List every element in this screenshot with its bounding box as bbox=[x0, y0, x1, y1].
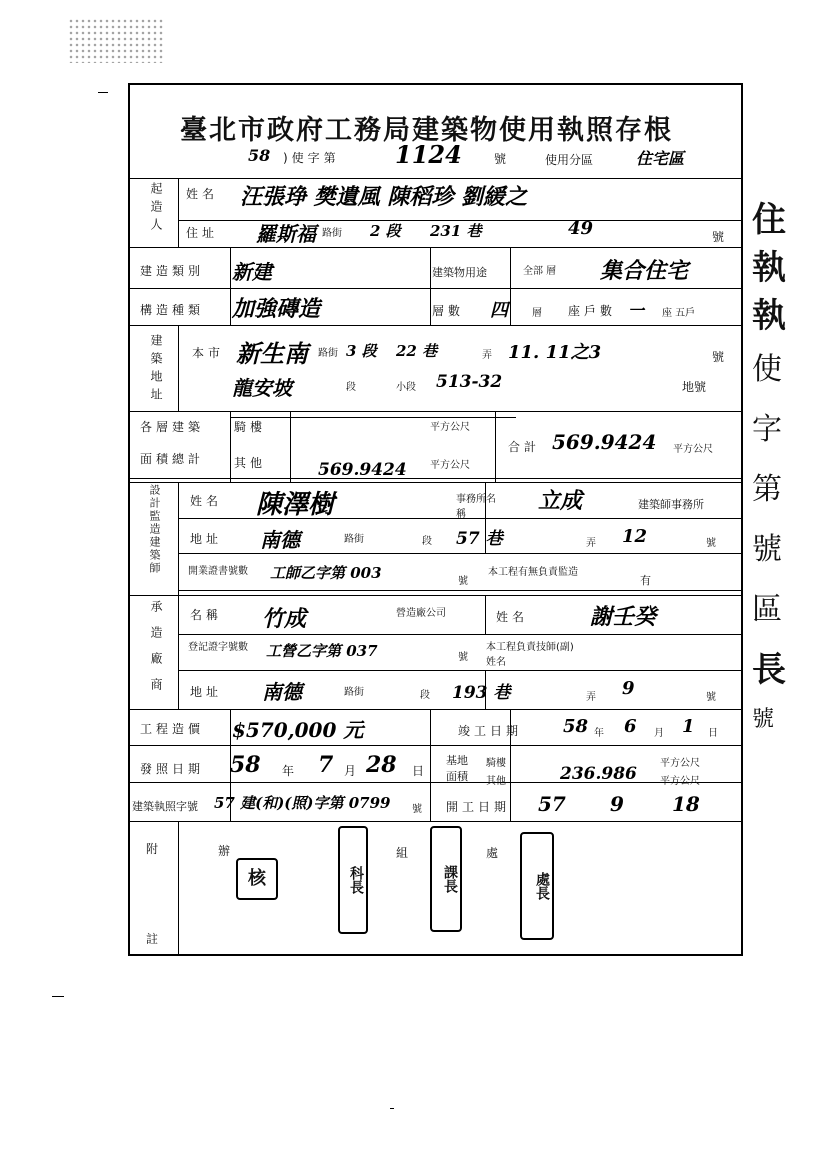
contractor-group-label: 承造廠商 bbox=[149, 600, 163, 704]
permit-value: 57 建(和)(照)字第 0799 bbox=[214, 794, 391, 812]
use-label: 建築物用途 bbox=[432, 266, 487, 279]
contractor-lu: 路街 bbox=[344, 687, 364, 698]
remarks-col-3: 處 bbox=[486, 846, 503, 860]
site-nong: 弄 bbox=[482, 350, 492, 361]
done-yue: 月 bbox=[654, 728, 664, 739]
cost-label: 工程造價 bbox=[140, 722, 205, 736]
floors-label: 層數 bbox=[432, 304, 465, 318]
designer-lane: 57 巷 bbox=[456, 529, 503, 549]
site-lot-label: 地號 bbox=[682, 380, 707, 394]
hao-label: 號 bbox=[494, 152, 511, 166]
type-label: 建造類別 bbox=[140, 264, 205, 278]
builder-no: 49 bbox=[568, 218, 594, 239]
designer-group-label: 設計監造建築師 bbox=[148, 484, 161, 575]
issue-year: 58 bbox=[230, 752, 261, 778]
site-duan2: 段 bbox=[346, 382, 356, 393]
contractor-tech-label: 本工程負責技師(副)姓名 bbox=[486, 642, 574, 668]
site-group-label: 建築地址 bbox=[149, 334, 163, 406]
builder-name-label: 姓名 bbox=[186, 187, 219, 201]
site-hao: 號 bbox=[712, 350, 729, 364]
contractor-type-label: 營造廠公司 bbox=[396, 608, 446, 619]
contractor-addr: 南德 bbox=[262, 680, 302, 704]
margin-char: 執 bbox=[752, 296, 786, 336]
area-other: 其他 bbox=[234, 456, 267, 470]
site-lu: 路街 bbox=[318, 348, 338, 359]
designer-lu: 路街 bbox=[344, 534, 364, 545]
permit-year: 58 bbox=[248, 146, 271, 165]
designer-name: 陳澤樹 bbox=[256, 490, 335, 520]
area-qilou: 騎樓 bbox=[234, 420, 267, 434]
base-label: 基地面積 bbox=[446, 754, 468, 783]
permit-prefix-label: )使字第 bbox=[283, 151, 340, 165]
scan-mark bbox=[52, 996, 64, 997]
done-month: 6 bbox=[624, 716, 637, 737]
contractor-name-label: 名稱 bbox=[190, 608, 223, 622]
contractor-name: 竹成 bbox=[262, 606, 307, 632]
structure-label: 構造種類 bbox=[140, 303, 205, 317]
permit-number: 1124 bbox=[395, 140, 462, 169]
approval-stamp-4: 處長 bbox=[520, 832, 554, 940]
remarks-label-top: 附 bbox=[146, 842, 163, 856]
units-value: 一 bbox=[628, 301, 645, 320]
units-label: 座戶數 bbox=[568, 304, 617, 318]
contractor-person-label: 姓名 bbox=[496, 610, 529, 624]
cost-value: $570,000 元 bbox=[232, 718, 364, 742]
issue-yue: 月 bbox=[344, 764, 357, 778]
done-label: 竣工日期 bbox=[458, 724, 523, 738]
margin-char: 長 bbox=[752, 650, 786, 690]
approval-stamp-1: 核 bbox=[236, 858, 278, 900]
area-unit-1: 平方公尺 bbox=[430, 422, 470, 433]
contractor-duan: 段 bbox=[420, 690, 430, 701]
designer-resp-label: 本工程有無負責監造 bbox=[488, 567, 578, 578]
issue-day: 28 bbox=[366, 752, 397, 778]
scan-mark bbox=[390, 1108, 394, 1109]
base-qilou: 騎樓 bbox=[486, 758, 506, 769]
document-title: 臺北市政府工務局建築物使用執照存根 bbox=[180, 115, 673, 146]
area-total: 569.9424 bbox=[552, 430, 657, 454]
base-unit-1: 平方公尺 bbox=[660, 758, 700, 769]
floors-unit: 層 bbox=[532, 308, 542, 319]
site-sec: 龍安坡 bbox=[232, 376, 292, 400]
designer-name-label: 姓名 bbox=[190, 494, 223, 508]
designer-hao: 號 bbox=[706, 538, 716, 549]
done-year: 58 bbox=[563, 716, 589, 737]
contractor-reg-hao: 號 bbox=[458, 652, 468, 663]
done-day: 1 bbox=[682, 716, 695, 737]
use-value: 集合住宅 bbox=[600, 258, 689, 284]
site-duan: 3 段 bbox=[346, 342, 377, 360]
right-margin-column bbox=[752, 196, 792, 740]
contractor-nong: 弄 bbox=[586, 692, 596, 703]
contractor-reg-label: 登記證字號數 bbox=[188, 642, 248, 653]
margin-char: 字 bbox=[752, 412, 782, 447]
done-nian: 年 bbox=[594, 728, 604, 739]
area-label-2: 面積總計 bbox=[140, 452, 205, 466]
approval-stamp-3: 課長 bbox=[430, 826, 462, 932]
site-no: 11. 11之3 bbox=[508, 342, 602, 363]
issue-label: 發照日期 bbox=[140, 762, 205, 776]
area-other-value: 569.9424 bbox=[318, 460, 407, 480]
builder-names: 汪張琤 樊遺風 陳稻珍 劉緩之 bbox=[240, 184, 527, 210]
approval-stamp-2: 科長 bbox=[338, 826, 368, 934]
issue-nian: 年 bbox=[282, 764, 295, 778]
contractor-reg: 工營乙字第 037 bbox=[266, 642, 378, 660]
site-city: 本市 bbox=[192, 346, 225, 360]
margin-char: 使 bbox=[752, 352, 782, 387]
builder-addr-label: 住址 bbox=[186, 226, 219, 240]
area-total-label: 合計 bbox=[508, 440, 541, 454]
margin-char: 第 bbox=[752, 472, 782, 507]
zone-label: 使用分區 bbox=[545, 153, 594, 167]
contractor-hao: 號 bbox=[706, 692, 716, 703]
designer-resp: 有 bbox=[640, 574, 651, 587]
contractor-person: 謝壬癸 bbox=[590, 604, 657, 630]
start-month: 9 bbox=[610, 792, 624, 816]
use-sub: 全部 層 bbox=[523, 266, 557, 277]
base-unit-2: 平方公尺 bbox=[660, 776, 700, 787]
builder-addr-road: 羅斯福 bbox=[256, 222, 316, 246]
margin-char: 執 bbox=[752, 248, 786, 288]
site-district: 新生南 bbox=[236, 339, 308, 368]
designer-no: 12 bbox=[622, 526, 648, 547]
margin-char: 號 bbox=[752, 532, 782, 567]
designer-addr: 南德 bbox=[260, 528, 300, 552]
scan-speckle bbox=[68, 18, 163, 63]
designer-nong: 弄 bbox=[586, 538, 596, 549]
margin-char: 區 bbox=[752, 592, 782, 627]
units-unit: 座 五戶 bbox=[662, 308, 696, 319]
remarks-col-1: 辦 bbox=[218, 844, 235, 858]
done-ri: 日 bbox=[708, 728, 718, 739]
scan-mark bbox=[98, 92, 108, 93]
site-xiaoduan: 小段 bbox=[396, 382, 416, 393]
issue-month: 7 bbox=[318, 752, 334, 778]
builder-lu-label: 路街 bbox=[322, 228, 342, 239]
builder-hao-label: 號 bbox=[712, 230, 729, 244]
site-lot: 513-32 bbox=[436, 372, 503, 392]
area-total-unit: 平方公尺 bbox=[673, 444, 713, 455]
base-other-value: 236.986 bbox=[560, 764, 637, 784]
designer-license-label: 開業證書號數 bbox=[188, 566, 248, 577]
designer-office-suffix: 建築師事務所 bbox=[638, 498, 704, 511]
builder-lane: 231 巷 bbox=[430, 222, 482, 240]
designer-license: 工師乙字第 003 bbox=[270, 564, 382, 582]
designer-license-hao: 號 bbox=[458, 576, 468, 587]
margin-char: 號 bbox=[752, 707, 775, 732]
type-value: 新建 bbox=[232, 260, 272, 284]
builder-group-label: 起造人 bbox=[149, 182, 163, 236]
builder-duan: 2 段 bbox=[370, 222, 401, 240]
designer-addr-label: 地址 bbox=[190, 532, 223, 546]
area-unit-2: 平方公尺 bbox=[430, 460, 470, 471]
start-label: 開工日期 bbox=[446, 800, 511, 814]
designer-office: 立成 bbox=[538, 488, 583, 514]
start-year: 57 bbox=[538, 792, 566, 816]
zone-value: 住宅區 bbox=[636, 149, 685, 168]
structure-value: 加強磚造 bbox=[232, 296, 321, 322]
designer-office-label: 事務所名稱 bbox=[456, 494, 496, 520]
floors-value: 四 bbox=[490, 300, 508, 321]
start-day: 18 bbox=[672, 792, 700, 816]
contractor-no: 9 bbox=[622, 678, 635, 699]
remarks-col-2: 組 bbox=[396, 846, 413, 860]
margin-char: 住 bbox=[752, 200, 786, 240]
site-lane: 22 巷 bbox=[396, 342, 438, 360]
remarks-label-bottom: 註 bbox=[146, 932, 163, 946]
permit-label: 建築執照字號 bbox=[132, 800, 198, 813]
contractor-lane: 193 巷 bbox=[452, 683, 511, 703]
contractor-addr-label: 地址 bbox=[190, 685, 223, 699]
base-other: 其他 bbox=[486, 776, 506, 787]
area-label-1: 各層建築 bbox=[140, 420, 205, 434]
designer-duan: 段 bbox=[422, 536, 432, 547]
issue-ri: 日 bbox=[412, 764, 425, 778]
permit-hao: 號 bbox=[412, 804, 422, 815]
